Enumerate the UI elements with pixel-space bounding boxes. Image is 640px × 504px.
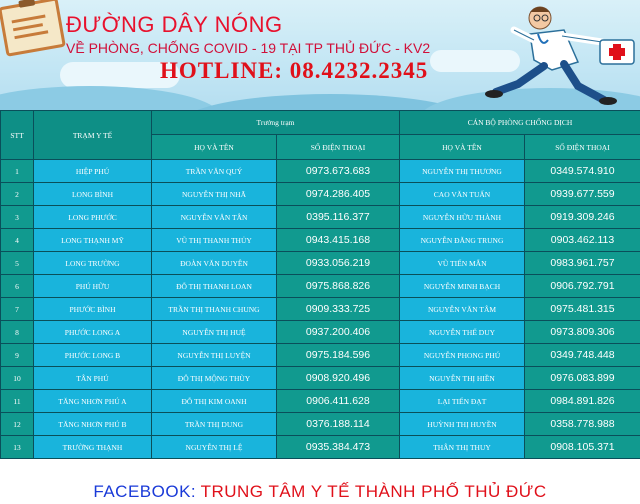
tram-cell: PHÚ HỮU — [34, 275, 152, 298]
truong-tram-name-cell: NGUYỄN VĂN TÂN — [152, 206, 277, 229]
can-bo-name-cell: NGUYỄN THẾ DUY — [400, 321, 525, 344]
table-row — [1, 252, 640, 275]
truong-tram-name-cell: TRẦN THỊ THANH CHUNG — [152, 298, 277, 321]
truong-tram-name-cell: NGUYỄN THỊ NHÃ — [152, 183, 277, 206]
can-bo-phone-cell: 0349.574.910 — [525, 160, 640, 183]
can-bo-phone-cell: 0976.083.899 — [525, 367, 640, 390]
can-bo-name-cell: VŨ TIẾN MẪN — [400, 252, 525, 275]
hill-decoration — [0, 86, 220, 110]
can-bo-phone-cell: 0939.677.559 — [525, 183, 640, 206]
facebook-label: FACEBOOK: — [93, 482, 197, 501]
table-row — [1, 321, 640, 344]
truong-tram-phone-cell: 0935.384.473 — [277, 436, 400, 459]
can-bo-phone-cell: 0908.105.371 — [525, 436, 640, 459]
table-row — [1, 367, 640, 390]
stt-cell: 1 — [1, 160, 34, 183]
hotline-subtitle: VỀ PHÒNG, CHỐNG COVID - 19 TẠI TP THỦ ĐỨC - KV2 — [66, 40, 431, 56]
table-row — [1, 229, 640, 252]
stt-cell: 5 — [1, 252, 34, 275]
footer-facebook — [0, 479, 640, 504]
can-bo-phone-cell: 0984.891.826 — [525, 390, 640, 413]
can-bo-name-cell: NGUYỄN VĂN TÂM — [400, 298, 525, 321]
header-group-truong-tram: Trưởng trạm — [152, 111, 400, 135]
truong-tram-name-cell: TRẦN VĂN QUÝ — [152, 160, 277, 183]
facebook-page-name[interactable]: TRUNG TÂM Y TẾ THÀNH PHỐ THỦ ĐỨC — [200, 482, 547, 501]
can-bo-name-cell: NGUYỄN THỊ HIỀN — [400, 367, 525, 390]
tram-cell: LONG THẠNH MỸ — [34, 229, 152, 252]
table-row — [1, 413, 640, 436]
truong-tram-phone-cell: 0933.056.219 — [277, 252, 400, 275]
table-row — [1, 160, 640, 183]
can-bo-name-cell: NGUYỄN ĐĂNG TRUNG — [400, 229, 525, 252]
truong-tram-phone-cell: 0937.200.406 — [277, 321, 400, 344]
tram-cell: LONG BÌNH — [34, 183, 152, 206]
truong-tram-phone-cell: 0376.188.114 — [277, 413, 400, 436]
stt-cell: 7 — [1, 298, 34, 321]
truong-tram-phone-cell: 0906.411.628 — [277, 390, 400, 413]
table-row — [1, 344, 640, 367]
truong-tram-name-cell: ĐỖ THỊ MỘNG THÙY — [152, 367, 277, 390]
tram-cell: LONG TRƯỜNG — [34, 252, 152, 275]
stt-cell: 8 — [1, 321, 34, 344]
header-name-2: HỌ VÀ TÊN — [400, 135, 525, 160]
tram-cell: TĂNG NHƠN PHÚ B — [34, 413, 152, 436]
tram-cell: PHƯỚC BÌNH — [34, 298, 152, 321]
tram-cell: TÂN PHÚ — [34, 367, 152, 390]
can-bo-name-cell: THÂN THỊ THUY — [400, 436, 525, 459]
truong-tram-name-cell: VŨ THỊ THANH THỦY — [152, 229, 277, 252]
can-bo-phone-cell: 0358.778.988 — [525, 413, 640, 436]
truong-tram-name-cell: TRẦN THỊ DUNG — [152, 413, 277, 436]
can-bo-phone-cell: 0919.309.246 — [525, 206, 640, 229]
tram-cell: LONG PHƯỚC — [34, 206, 152, 229]
truong-tram-phone-cell: 0908.920.496 — [277, 367, 400, 390]
hotline-number: HOTLINE: 08.4232.2345 — [160, 58, 429, 83]
tram-cell: TRƯỜNG THẠNH — [34, 436, 152, 459]
header-tram: TRẠM Y TẾ — [34, 111, 152, 160]
clipboard-icon — [0, 0, 66, 57]
truong-tram-phone-cell: 0974.286.405 — [277, 183, 400, 206]
stt-cell: 10 — [1, 367, 34, 390]
header-phone-1: SỐ ĐIỆN THOẠI — [277, 135, 400, 160]
can-bo-name-cell: NGUYỄN HỮU THÀNH — [400, 206, 525, 229]
tram-cell: HIỆP PHÚ — [34, 160, 152, 183]
truong-tram-name-cell: NGUYỄN THỊ HUỆ — [152, 321, 277, 344]
truong-tram-name-cell: ĐỖ THỊ THANH LOAN — [152, 275, 277, 298]
stt-cell: 4 — [1, 229, 34, 252]
can-bo-name-cell: NGUYỄN THỊ THƯƠNG — [400, 160, 525, 183]
stt-cell: 9 — [1, 344, 34, 367]
stt-cell: 3 — [1, 206, 34, 229]
table-row — [1, 183, 640, 206]
table-row — [1, 206, 640, 229]
tram-cell: PHƯỚC LONG B — [34, 344, 152, 367]
can-bo-name-cell: NGUYỄN MINH BẠCH — [400, 275, 525, 298]
truong-tram-phone-cell: 0975.868.826 — [277, 275, 400, 298]
header-group-can-bo: CÁN BỘ PHÒNG CHỐNG DỊCH — [400, 111, 640, 135]
can-bo-name-cell: NGUYỄN PHONG PHÚ — [400, 344, 525, 367]
can-bo-name-cell: HUỲNH THỊ HUYỀN — [400, 413, 525, 436]
doctor-illustration — [482, 0, 640, 110]
table-row — [1, 390, 640, 413]
table-row — [1, 436, 640, 459]
header-name-1: HỌ VÀ TÊN — [152, 135, 277, 160]
stt-cell: 6 — [1, 275, 34, 298]
can-bo-phone-cell: 0349.748.448 — [525, 344, 640, 367]
stt-cell: 12 — [1, 413, 34, 436]
truong-tram-phone-cell: 0909.333.725 — [277, 298, 400, 321]
header-phone-2: SỐ ĐIỆN THOẠI — [525, 135, 640, 160]
truong-tram-phone-cell: 0395.116.377 — [277, 206, 400, 229]
can-bo-phone-cell: 0903.462.113 — [525, 229, 640, 252]
truong-tram-name-cell: NGUYỄN THỊ LUYỆN — [152, 344, 277, 367]
can-bo-phone-cell: 0983.961.757 — [525, 252, 640, 275]
can-bo-name-cell: LẠI TIẾN ĐẠT — [400, 390, 525, 413]
header-stt: STT — [1, 111, 34, 160]
can-bo-phone-cell: 0906.792.791 — [525, 275, 640, 298]
contact-table — [0, 110, 640, 459]
can-bo-phone-cell: 0973.809.306 — [525, 321, 640, 344]
hotline-title: ĐƯỜNG DÂY NÓNG — [66, 12, 283, 37]
stt-cell: 13 — [1, 436, 34, 459]
stt-cell: 11 — [1, 390, 34, 413]
header-banner — [0, 0, 640, 110]
tram-cell: TĂNG NHƠN PHÚ A — [34, 390, 152, 413]
tram-cell: PHƯỚC LONG A — [34, 321, 152, 344]
truong-tram-name-cell: ĐỖ THỊ KIM OANH — [152, 390, 277, 413]
can-bo-name-cell: CAO VĂN TUẤN — [400, 183, 525, 206]
can-bo-phone-cell: 0975.481.315 — [525, 298, 640, 321]
table-row — [1, 298, 640, 321]
table-row — [1, 275, 640, 298]
truong-tram-name-cell: ĐOÀN VĂN DUYÊN — [152, 252, 277, 275]
truong-tram-phone-cell: 0973.673.683 — [277, 160, 400, 183]
stt-cell: 2 — [1, 183, 34, 206]
truong-tram-phone-cell: 0943.415.168 — [277, 229, 400, 252]
truong-tram-name-cell: NGUYỄN THỊ LỆ — [152, 436, 277, 459]
truong-tram-phone-cell: 0975.184.596 — [277, 344, 400, 367]
